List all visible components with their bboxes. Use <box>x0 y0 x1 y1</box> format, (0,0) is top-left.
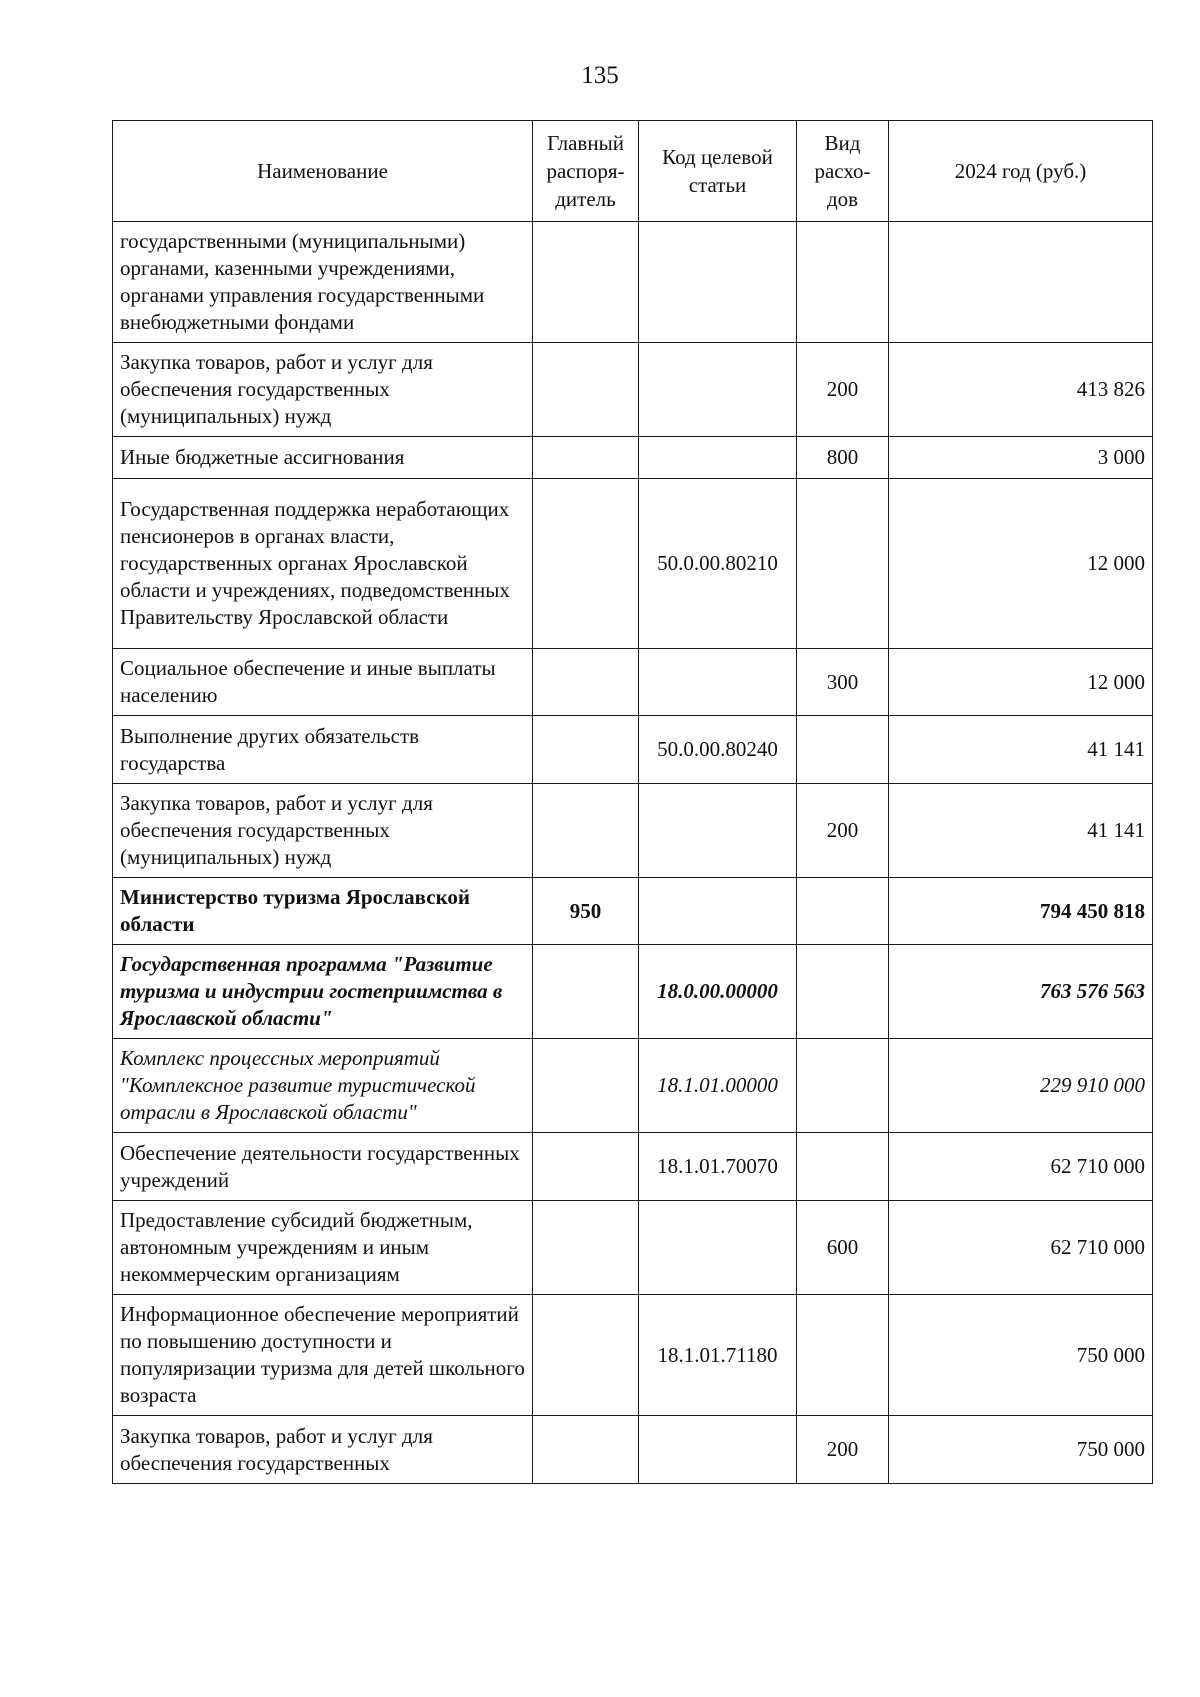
table-row <box>113 222 1153 343</box>
row-amount: 794 450 818 <box>889 878 1153 945</box>
row-manager <box>533 343 639 437</box>
row-code: 50.0.00.80210 <box>639 479 797 649</box>
header-manager: Главный распоря-дитель <box>533 121 639 222</box>
page-number: 135 <box>581 62 619 89</box>
row-code: 50.0.00.80240 <box>639 716 797 784</box>
row-name: Социальное обеспечение и иные выплаты населению <box>113 649 533 716</box>
row-code <box>639 649 797 716</box>
row-type: 200 <box>797 784 889 878</box>
table-row <box>113 1201 1153 1295</box>
row-type <box>797 945 889 1039</box>
row-amount: 62 710 000 <box>889 1201 1153 1295</box>
row-amount: 750 000 <box>889 1416 1153 1484</box>
row-code <box>639 784 797 878</box>
row-amount: 229 910 000 <box>889 1039 1153 1133</box>
row-amount: 62 710 000 <box>889 1133 1153 1201</box>
row-amount: 763 576 563 <box>889 945 1153 1039</box>
row-manager <box>533 1039 639 1133</box>
row-code: 18.1.01.71180 <box>639 1295 797 1416</box>
budget-table <box>112 120 1153 1484</box>
row-code: 18.1.01.00000 <box>639 1039 797 1133</box>
table-row <box>113 784 1153 878</box>
row-code <box>639 437 797 479</box>
row-amount: 12 000 <box>889 649 1153 716</box>
row-manager <box>533 437 639 479</box>
row-code <box>639 222 797 343</box>
row-name: Информационное обеспечение мероприятий по повышению доступности и популяризации туризма для детей школьного возраста <box>113 1295 533 1416</box>
header-row <box>113 121 1153 222</box>
table-row <box>113 1133 1153 1201</box>
row-manager <box>533 1133 639 1201</box>
row-type <box>797 716 889 784</box>
header-code: Код целевой статьи <box>639 121 797 222</box>
row-amount: 413 826 <box>889 343 1153 437</box>
table-row <box>113 437 1153 479</box>
row-code <box>639 1416 797 1484</box>
row-name: Министерство туризма Ярославской области <box>113 878 533 945</box>
row-type <box>797 1133 889 1201</box>
row-name: Закупка товаров, работ и услуг для обеспечения государственных (муниципальных) нужд <box>113 343 533 437</box>
table-row <box>113 1416 1153 1484</box>
table-row <box>113 1295 1153 1416</box>
table-row <box>113 878 1153 945</box>
row-manager <box>533 784 639 878</box>
table-row <box>113 479 1153 649</box>
table-row <box>113 343 1153 437</box>
header-type: Вид расхо-дов <box>797 121 889 222</box>
table-row <box>113 945 1153 1039</box>
table-row <box>113 1039 1153 1133</box>
row-amount: 41 141 <box>889 716 1153 784</box>
row-amount: 41 141 <box>889 784 1153 878</box>
row-code <box>639 1201 797 1295</box>
row-manager <box>533 479 639 649</box>
row-manager <box>533 1201 639 1295</box>
row-type: 300 <box>797 649 889 716</box>
row-name: Иные бюджетные ассигнования <box>113 437 533 479</box>
row-type: 600 <box>797 1201 889 1295</box>
row-name: Предоставление субсидий бюджетным, автономным учреждениям и иным некоммерческим организациям <box>113 1201 533 1295</box>
row-amount: 3 000 <box>889 437 1153 479</box>
table-row <box>113 716 1153 784</box>
row-amount <box>889 222 1153 343</box>
row-code <box>639 878 797 945</box>
row-name: Закупка товаров, работ и услуг для обеспечения государственных (муниципальных) нужд <box>113 784 533 878</box>
row-name: Выполнение других обязательств государства <box>113 716 533 784</box>
row-code: 18.1.01.70070 <box>639 1133 797 1201</box>
header-name: Наименование <box>113 121 533 222</box>
row-type <box>797 222 889 343</box>
row-manager: 950 <box>533 878 639 945</box>
row-type <box>797 878 889 945</box>
row-name: Государственная программа "Развитие туризма и индустрии гостеприимства в Ярославской области" <box>113 945 533 1039</box>
row-name: Государственная поддержка неработающих пенсионеров в органах власти, государственных органах Ярославской области и учреждениях, подведомственных Правительству Ярославской области <box>113 479 533 649</box>
table-row <box>113 649 1153 716</box>
row-manager <box>533 1416 639 1484</box>
row-manager <box>533 716 639 784</box>
row-amount: 12 000 <box>889 479 1153 649</box>
row-code: 18.0.00.00000 <box>639 945 797 1039</box>
row-type <box>797 479 889 649</box>
row-type <box>797 1295 889 1416</box>
row-manager <box>533 945 639 1039</box>
row-name: Комплекс процессных мероприятий "Комплексное развитие туристической отрасли в Ярославской области" <box>113 1039 533 1133</box>
row-manager <box>533 1295 639 1416</box>
row-manager <box>533 649 639 716</box>
row-name: Закупка товаров, работ и услуг для обеспечения государственных <box>113 1416 533 1484</box>
row-manager <box>533 222 639 343</box>
row-amount: 750 000 <box>889 1295 1153 1416</box>
row-name: Обеспечение деятельности государственных учреждений <box>113 1133 533 1201</box>
row-type <box>797 1039 889 1133</box>
header-amount: 2024 год (руб.) <box>889 121 1153 222</box>
row-name: государственными (муниципальными) органами, казенными учреждениями, органами управления государственными внебюджетными фондами <box>113 222 533 343</box>
row-type: 200 <box>797 343 889 437</box>
row-type: 200 <box>797 1416 889 1484</box>
row-type: 800 <box>797 437 889 479</box>
row-code <box>639 343 797 437</box>
